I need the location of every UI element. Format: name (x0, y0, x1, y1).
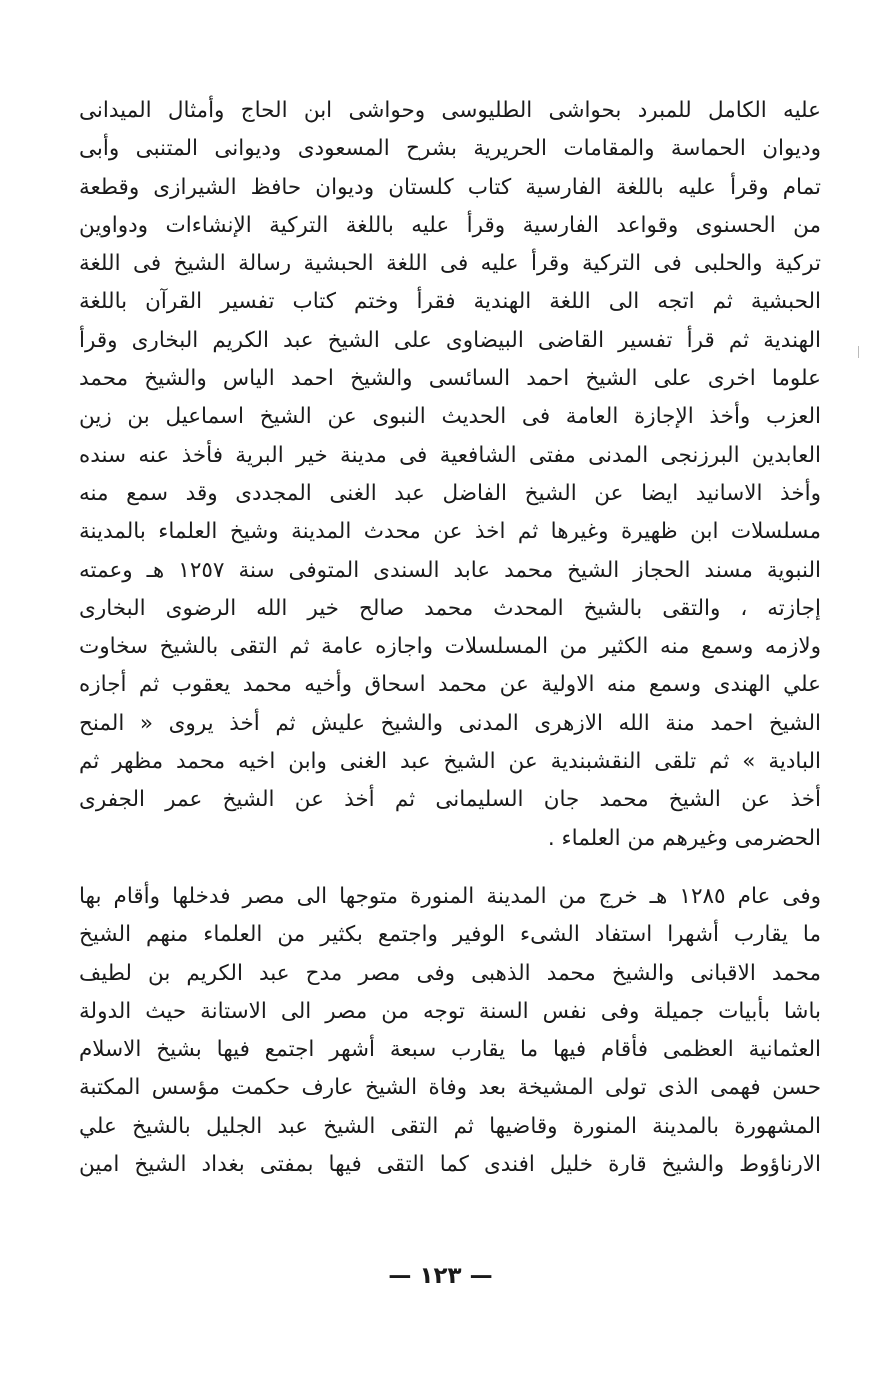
text-line: تركية والحلبى فى التركية وقرأ عليه فى اللغة الحبشية رسالة الشيخ فى اللغة (79, 251, 821, 277)
text-line: وفى عام ١٢٨٥ هـ خرج من المدينة المنورة متوجها الى مصر فدخلها وأقام بها (79, 884, 821, 909)
text-line: باشا بأبيات جميلة وفى نفس السنة توجه من مصر الى الاستانة حيث الدولة (79, 998, 821, 1024)
text-line: من الحسنوى وقواعد الفارسية وقرأ عليه باللغة التركية الإنشاءات ودواوين (79, 212, 821, 238)
text-line: علي الهندى وسمع منه الاولية عن محمد اسحاق وأخيه محمد يعقوب ثم أجازه (79, 672, 821, 698)
text-line: تمام وقرأ عليه باللغة الفارسية كتاب كلستان وديوان حافظ الشيرازى وقطعة (79, 174, 821, 200)
text-line: الارناؤوط والشيخ قارة خليل افندى كما التقى فيها بمفتى بغداد الشيخ امين (79, 1152, 821, 1178)
paragraph-two (79, 878, 821, 1184)
text-line: العثمانية العظمى فأقام فيها ما يقارب سبعة أشهر اجتمع فيها بشيخ الاسلام (79, 1037, 821, 1063)
text-line: وأخذ الاسانيد ايضا عن الشيخ الفاضل عبد الغنى المجددى وقد سمع منه (79, 480, 821, 506)
text-line: الشيخ احمد منة الله الازهرى المدنى والشيخ عليش ثم أخذ يروى « المنح (79, 710, 821, 736)
text-line: عليه الكامل للمبرد بحواشى الطليوسى وحواشى ابن الحاج وأمثال الميدانى (79, 98, 821, 123)
text-line: ولازمه وسمع منه الكثير من المسلسلات واجازه عامة ثم التقى بالشيخ سخاوت (79, 634, 821, 660)
text-line: الحبشية ثم اتجه الى اللغة الهندية فقرأ وختم كتاب تفسير القرآن باللغة (79, 289, 821, 315)
text-line: العابدين البرزنجى المدنى مفتى الشافعية فى مدينة خير البرية فأخذ عنه سنده (79, 442, 821, 468)
text-line: وديوان الحماسة والمقامات الحريرية بشرح المسعودى وديوانى المتنبى وأبى (79, 136, 821, 162)
text-line: أخذ عن الشيخ محمد جان السليمانى ثم أخذ عن الشيخ عمر الجفرى (79, 787, 821, 813)
text-line: النبوية مسند الحجاز الشيخ محمد عابد السندى المتوفى سنة ١٢٥٧ هـ وعمته (79, 557, 821, 583)
text-line: حسن فهمى الذى تولى المشيخة بعد وفاة الشيخ عارف حكمت مؤسس المكتبة (79, 1075, 821, 1101)
text-line: العزب وأخذ الإجازة العامة فى الحديث النبوى عن الشيخ اسماعيل بن زين (79, 404, 821, 430)
text-line: الهندية ثم قرأ تفسير القاضى البيضاوى على الشيخ عبد الكريم البخارى وقرأ (79, 327, 821, 353)
text-line: مسلسلات ابن ظهيرة وغيرها ثم اخذ عن محدث المدينة وشيخ العلماء بالمدينة (79, 519, 821, 545)
text-line: المشهورة بالمدينة المنورة وقاضيها ثم التقى الشيخ عبد الجليل بالشيخ علي (79, 1113, 821, 1139)
page-number: — ١٢٣ — (388, 1263, 493, 1289)
text-line: علوما اخرى على الشيخ احمد السائسى والشيخ احمد الياس والشيخ محمد (79, 366, 821, 392)
text-line: البادية » ثم تلقى النقشبندية عن الشيخ عبد الغنى وابن اخيه محمد مظهر ثم (79, 749, 821, 775)
text-line: إجازته ، والتقى بالشيخ المحدث محمد صالح خير الله الرضوى البخارى (79, 595, 821, 621)
text-line: ما يقارب أشهرا استفاد الشىء الوفير واجتمع بكثير من العلماء منهم الشيخ (79, 922, 821, 948)
paragraph-one (79, 92, 821, 858)
text-line: محمد الاقبانى والشيخ محمد الذهبى وفى مصر مدح عبد الكريم بن لطيف (79, 960, 821, 986)
margin-mark (855, 346, 859, 358)
text-line: الحضرمى وغيرهم من العلماء . (547, 825, 821, 851)
